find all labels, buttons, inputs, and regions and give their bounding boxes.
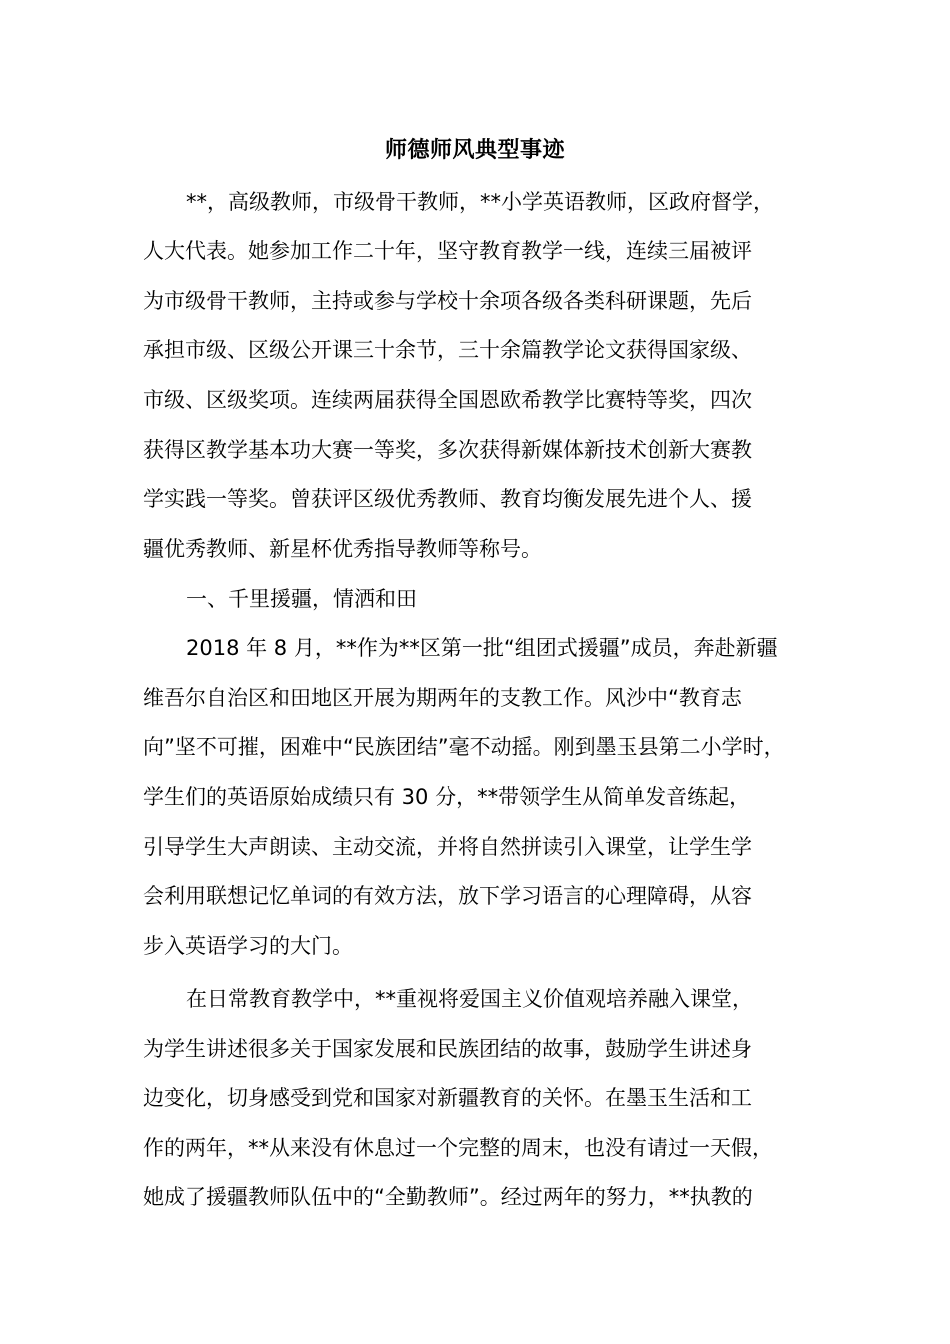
paragraph-line: 2018 年 8 月，**作为**区第一批“组团式援疆”成员，奔赴新疆	[186, 636, 778, 660]
paragraph-line: 承担市级、区级公开课三十余节，三十余篇教学论文获得国家级、	[143, 338, 752, 362]
paragraph-line: 学生们的英语原始成绩只有 30 分，**带领学生从简单发音练起，	[143, 785, 751, 809]
document-title: 师德师风典型事迹	[384, 138, 565, 163]
paragraph-line: 为市级骨干教师，主持或参与学校十余项各级各类科研课题，先后	[143, 289, 752, 313]
paragraph-line: 为学生讲述很多关于国家发展和民族团结的故事，鼓励学生讲述身	[143, 1037, 752, 1061]
paragraph-line: **，高级教师，市级骨干教师，**小学英语教师，区政府督学，	[186, 190, 774, 214]
paragraph-line: 步入英语学习的大门。	[143, 934, 353, 958]
paragraph-line: 市级、区级奖项。连续两届获得全国恩欧希教学比赛特等奖，四次	[143, 388, 752, 412]
paragraph-line: 获得区教学基本功大赛一等奖，多次获得新媒体新技术创新大赛教	[143, 438, 752, 462]
paragraph-line: 疆优秀教师、新星杯优秀指导教师等称号。	[143, 537, 542, 561]
paragraph-line: 边变化，切身感受到党和国家对新疆教育的关怀。在墨玉生活和工	[143, 1086, 752, 1110]
paragraph-line: 作的两年，**从来没有休息过一个完整的周末，也没有请过一天假，	[143, 1136, 773, 1160]
paragraph-line: 她成了援疆教师队伍中的“全勤教师”。经过两年的努力，**执教的	[143, 1185, 753, 1209]
paragraph-line: 人大代表。她参加工作二十年，坚守教育教学一线，连续三届被评	[143, 239, 752, 263]
paragraph-line: 会利用联想记忆单词的有效方法，放下学习语言的心理障碍，从容	[143, 884, 752, 908]
paragraph-line: 在日常教育教学中，**重视将爱国主义价值观培养融入课堂，	[186, 987, 753, 1011]
paragraph-line: 维吾尔自治区和田地区开展为期两年的支教工作。风沙中“教育志	[143, 686, 742, 710]
paragraph-line: 学实践一等奖。曾获评区级优秀教师、教育均衡发展先进个人、援	[143, 487, 752, 511]
paragraph-line: 引导学生大声朗读、主动交流，并将自然拼读引入课堂，让学生学	[143, 835, 752, 859]
section-heading: 一、千里援疆，情洒和田	[186, 587, 417, 611]
paragraph-line: 向”坚不可摧，困难中“民族团结”毫不动摇。刚到墨玉县第二小学时，	[143, 735, 785, 759]
